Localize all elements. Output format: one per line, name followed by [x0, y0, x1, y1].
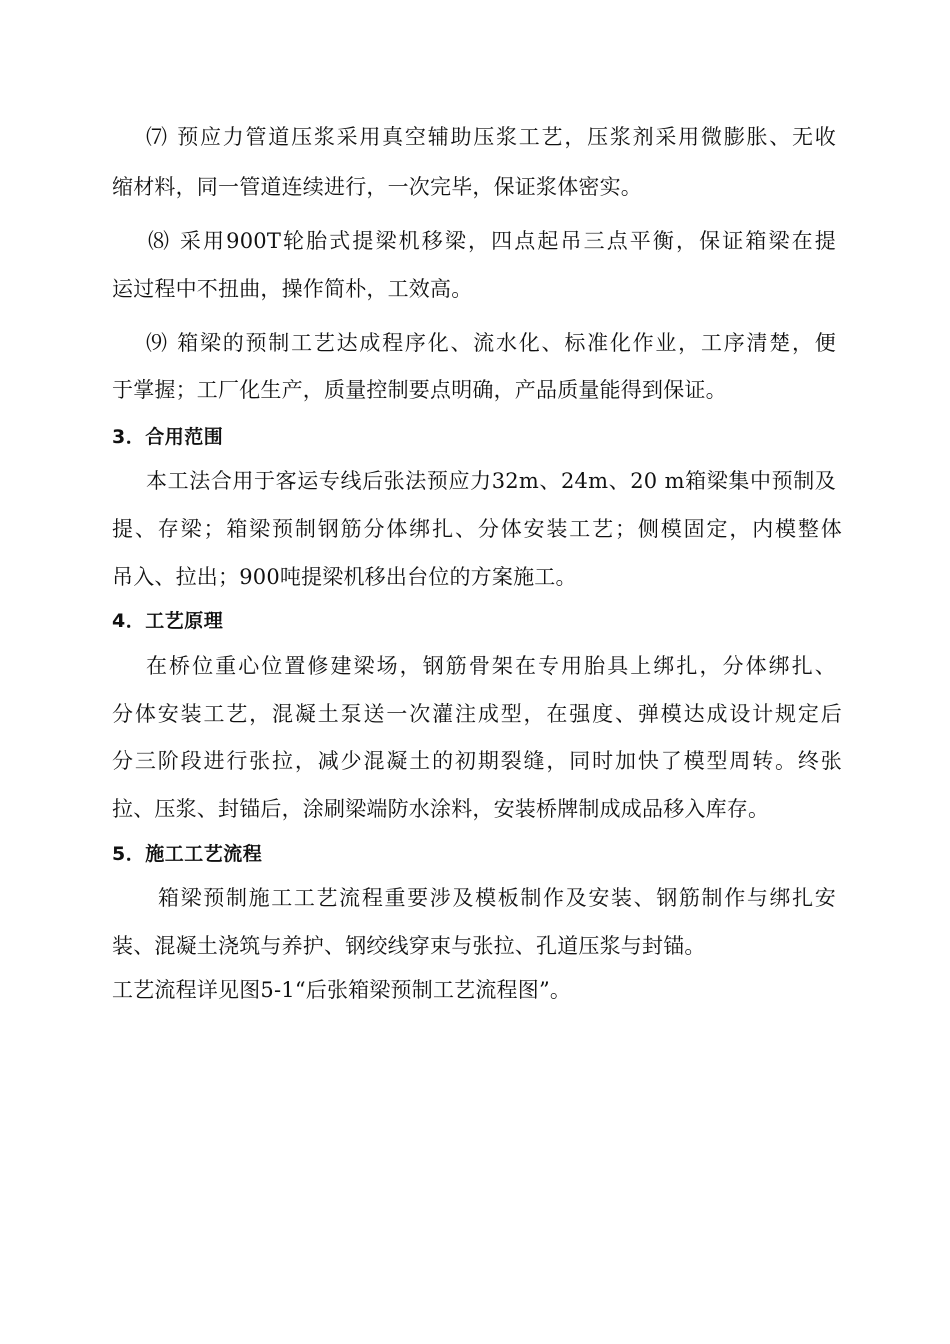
item-8-line-2: 运过程中不扭曲，操作简朴，工效高。: [112, 277, 473, 301]
section-3-line-2: 提、存梁；箱梁预制钢筋分体绑扎、分体安装工艺；侧模固定，内模整体: [112, 517, 842, 541]
section-3-line-3: 吊入、拉出；900吨提梁机移出台位的方案施工。: [112, 565, 577, 589]
section-5-line-2: 装、混凝土浇筑与养护、钢绞线穿束与张拉、孔道压浆与封锚。: [112, 934, 706, 958]
section-5-heading: 5．施工工艺流程: [112, 843, 263, 865]
section-4-line-4: 拉、压浆、封锚后，涂刷梁端防水涂料，安装桥牌制成成品移入库存。: [112, 797, 770, 821]
section-3-line-1: 本工法合用于客运专线后张法预应力32m、24m、20 m箱梁集中预制及: [146, 469, 836, 493]
section-4-line-1: 在桥位重心位置修建梁场，钢筋骨架在专用胎具上绑扎，分体绑扎、: [146, 654, 836, 678]
item-9-line-1: ⑼ 箱梁的预制工艺达成程序化、流水化、标准化作业，工序清楚，便: [146, 331, 836, 355]
section-3-heading: 3．合用范围: [112, 426, 224, 448]
section-5-line-1: 箱梁预制施工工艺流程重要涉及模板制作及安装、钢筋制作与绑扎安: [158, 886, 836, 910]
item-9-line-2: 于掌握；工厂化生产，质量控制要点明确，产品质量能得到保证。: [112, 378, 727, 402]
section-4-heading: 4．工艺原理: [112, 610, 224, 632]
section-4-line-3: 分三阶段进行张拉，减少混凝土的初期裂缝，同时加快了模型周转。终张: [112, 749, 842, 773]
section-5-line-3: 工艺流程详见图5-1“后张箱梁预制工艺流程图”。: [112, 978, 572, 1002]
item-7-line-1: ⑺ 预应力管道压浆采用真空辅助压浆工艺，压浆剂采用微膨胀、无收: [146, 125, 836, 149]
section-4-line-2: 分体安装工艺，混凝土泵送一次灌注成型，在强度、弹模达成设计规定后: [112, 702, 842, 726]
item-7-line-2: 缩材料，同一管道连续进行，一次完毕，保证浆体密实。: [112, 175, 642, 199]
item-8-line-1: ⑻ 采用900T轮胎式提梁机移梁，四点起吊三点平衡，保证箱梁在提: [148, 229, 836, 253]
